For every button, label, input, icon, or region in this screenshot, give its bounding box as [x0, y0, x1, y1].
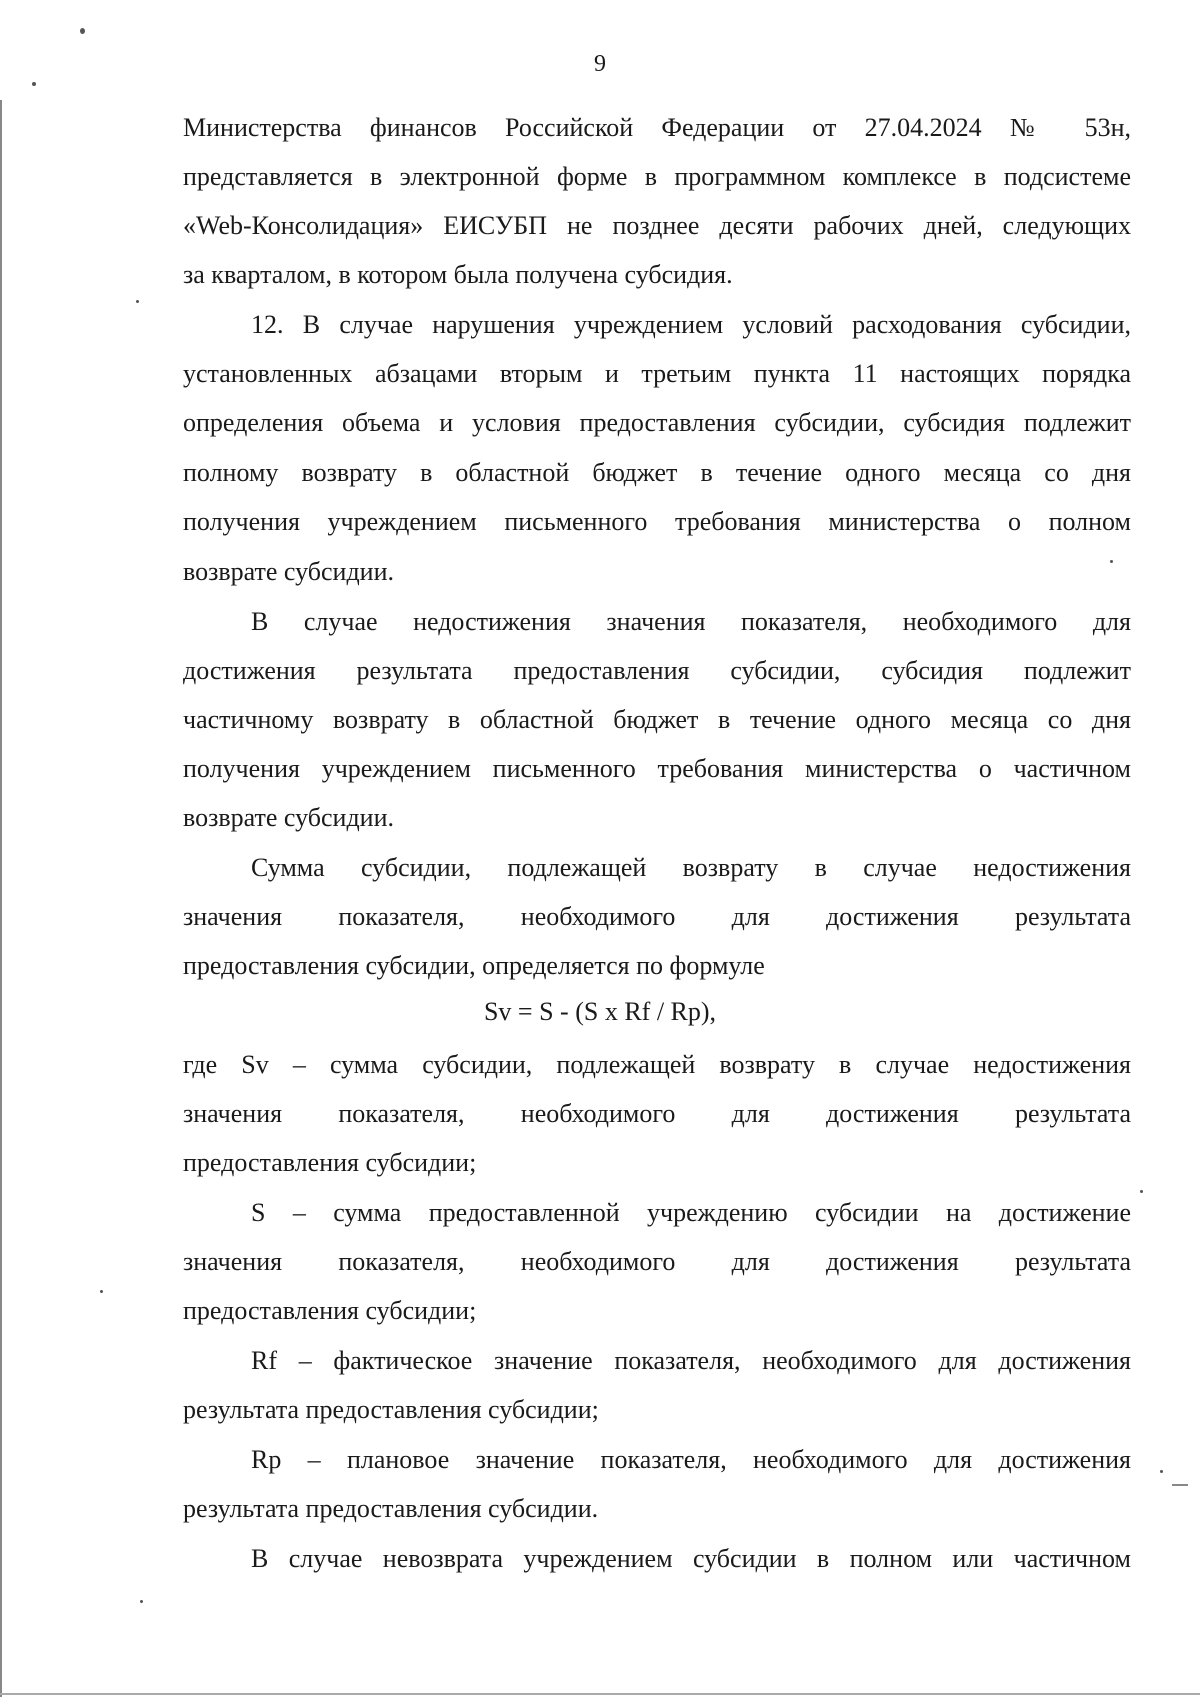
text-line: Rp – плановое значение показателя, необходимого для достижения [251, 1445, 1131, 1474]
scan-speck [1160, 1470, 1163, 1473]
scan-speck [1140, 1190, 1143, 1193]
text-line: получения учреждением письменного требования министерства о частичном [183, 754, 1131, 783]
text-line: полному возврату в областной бюджет в течение одного месяца со дня [183, 458, 1131, 487]
text-line: предоставления субсидии, определяется по формуле [183, 951, 765, 980]
scan-speck [100, 1290, 103, 1293]
text-line: за кварталом, в котором была получена субсидия. [183, 260, 733, 289]
text-line: предоставления субсидии; [183, 1296, 477, 1325]
text-line: значения показателя, необходимого для достижения результата [183, 902, 1131, 931]
scan-edge-mark [1172, 1484, 1188, 1486]
text-line: предоставления субсидии; [183, 1148, 477, 1177]
text-line: возврате субсидии. [183, 557, 395, 586]
text-line: S – сумма предоставленной учреждению субсидии на достижение [251, 1198, 1131, 1227]
text-line: Министерства финансов Российской Федерации от 27.04.2024 № 53н, [183, 113, 1131, 142]
text-line: Rf – фактическое значение показателя, необходимого для достижения [251, 1346, 1131, 1375]
text-line: получения учреждением письменного требования министерства о полном [183, 507, 1131, 536]
text-line: определения объема и условия предоставления субсидии, субсидия подлежит [183, 408, 1131, 437]
formula: Sv = S - (S x Rf / Rp), [483, 997, 717, 1026]
scan-edge-mark [0, 1693, 1200, 1695]
text-line: Сумма субсидии, подлежащей возврату в случае недостижения [251, 853, 1131, 882]
scan-speck [32, 82, 36, 86]
text-line: где Sv – сумма субсидии, подлежащей возврату в случае недостижения [183, 1050, 1131, 1079]
text-line: В случае невозврата учреждением субсидии в полном или частичном [251, 1544, 1131, 1573]
text-line: установленных абзацами вторым и третьим пункта 11 настоящих порядка [183, 359, 1131, 388]
text-line: достижения результата предоставления субсидии, субсидия подлежит [183, 656, 1131, 685]
scan-edge-mark [0, 100, 2, 1697]
text-line: возврате субсидии. [183, 803, 395, 832]
text-line: частичному возврату в областной бюджет в течение одного месяца со дня [183, 705, 1131, 734]
scan-speck [136, 300, 139, 303]
text-line: представляется в электронной форме в программном комплексе в подсистеме [183, 162, 1131, 191]
text-line: значения показателя, необходимого для достижения результата [183, 1247, 1131, 1276]
scan-speck [140, 1600, 143, 1603]
text-line: В случае недостижения значения показателя, необходимого для [251, 607, 1131, 636]
scan-speck [1110, 560, 1113, 563]
scan-speck [80, 28, 85, 34]
text-line: результата предоставления субсидии; [183, 1395, 599, 1424]
page-number: 9 [594, 51, 606, 77]
text-line: 12. В случае нарушения учреждением условий расходования субсидии, [251, 310, 1131, 339]
text-line: «Web-Консолидация» ЕИСУБП не позднее десяти рабочих дней, следующих [183, 211, 1131, 240]
text-line: результата предоставления субсидии. [183, 1494, 599, 1523]
text-line: значения показателя, необходимого для достижения результата [183, 1099, 1131, 1128]
